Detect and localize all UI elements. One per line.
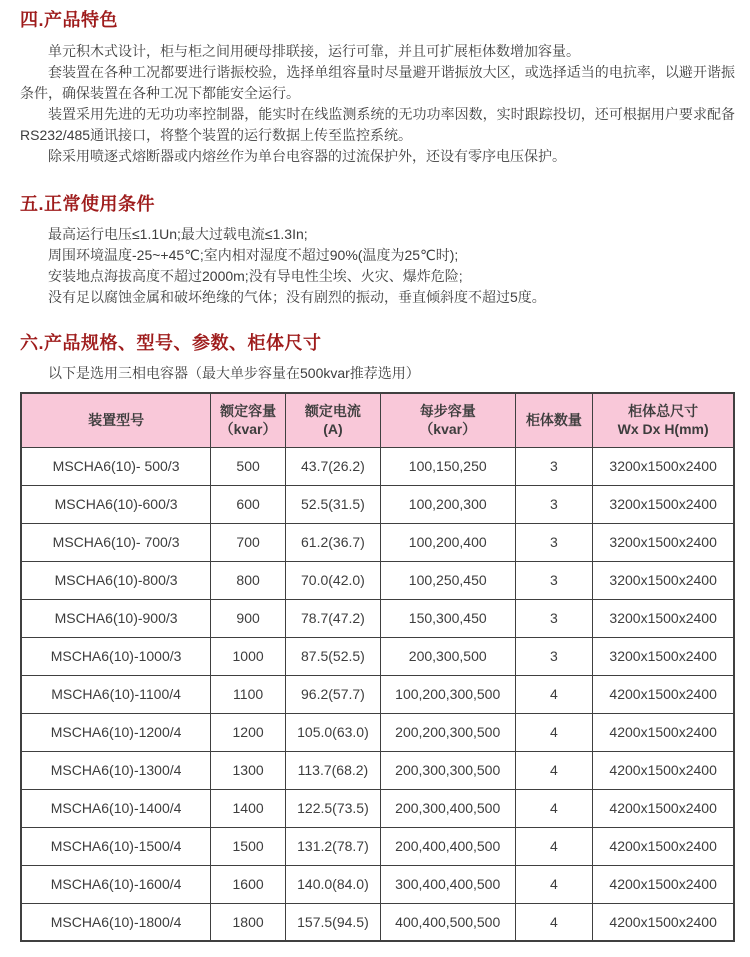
table-cell: 200,300,500 [380, 637, 515, 675]
table-cell: 900 [211, 599, 286, 637]
table-cell: 300,400,400,500 [380, 865, 515, 903]
table-cell: 4200x1500x2400 [593, 789, 734, 827]
features-paragraphs [20, 41, 735, 167]
table-cell: 3 [515, 561, 593, 599]
table-row [21, 637, 734, 675]
table-cell: MSCHA6(10)-900/3 [21, 599, 211, 637]
table-cell: 140.0(84.0) [286, 865, 381, 903]
table-cell: MSCHA6(10)-800/3 [21, 561, 211, 599]
table-cell: 1400 [211, 789, 286, 827]
table-row [21, 865, 734, 903]
table-cell: 52.5(31.5) [286, 485, 381, 523]
table-cell: 150,300,450 [380, 599, 515, 637]
table-cell: 4 [515, 675, 593, 713]
features-title: 四.产品特色 [20, 10, 119, 30]
spec-table [20, 392, 735, 942]
table-cell: 4 [515, 751, 593, 789]
table-cell: 100,200,400 [380, 523, 515, 561]
table-cell: MSCHA6(10)-1000/3 [21, 637, 211, 675]
table-cell: 105.0(63.0) [286, 713, 381, 751]
table-row [21, 599, 734, 637]
table-cell: MSCHA6(10)-1400/4 [21, 789, 211, 827]
table-cell: MSCHA6(10)- 500/3 [21, 447, 211, 485]
table-row [21, 447, 734, 485]
table-cell: 3 [515, 599, 593, 637]
table-cell: 3200x1500x2400 [593, 485, 734, 523]
table-cell: 43.7(26.2) [286, 447, 381, 485]
table-row [21, 827, 734, 865]
spec-table-head [21, 393, 734, 447]
table-row [21, 751, 734, 789]
table-cell: 157.5(94.5) [286, 903, 381, 941]
table-cell: 100,200,300 [380, 485, 515, 523]
spec-table-header-cell: 每步容量 （kvar） [380, 393, 515, 447]
table-cell: 200,200,300,500 [380, 713, 515, 751]
table-cell: 100,250,450 [380, 561, 515, 599]
table-row [21, 523, 734, 561]
table-cell: 3200x1500x2400 [593, 523, 734, 561]
table-row [21, 485, 734, 523]
condition-line: 安装地点海拔高度不超过2000m;没有导电性尘埃、火灾、爆炸危险; [48, 268, 463, 284]
table-row [21, 789, 734, 827]
table-cell: MSCHA6(10)-1300/4 [21, 751, 211, 789]
table-cell: 4 [515, 865, 593, 903]
table-cell: 4 [515, 789, 593, 827]
table-cell: 61.2(36.7) [286, 523, 381, 561]
table-cell: 4200x1500x2400 [593, 675, 734, 713]
table-cell: 1600 [211, 865, 286, 903]
table-cell: 100,200,300,500 [380, 675, 515, 713]
table-cell: 113.7(68.2) [286, 751, 381, 789]
condition-line: 周围环境温度-25~+45℃;室内相对湿度不超过90%(温度为25℃时); [48, 247, 459, 263]
table-cell: 70.0(42.0) [286, 561, 381, 599]
table-cell: 400,400,500,500 [380, 903, 515, 941]
table-row [21, 561, 734, 599]
section-features [20, 8, 735, 167]
table-cell: 800 [211, 561, 286, 599]
table-row [21, 713, 734, 751]
table-cell: MSCHA6(10)-1500/4 [21, 827, 211, 865]
table-cell: MSCHA6(10)-600/3 [21, 485, 211, 523]
table-cell: 4200x1500x2400 [593, 865, 734, 903]
table-cell: 4 [515, 713, 593, 751]
table-cell: 4 [515, 903, 593, 941]
condition-line: 最高运行电压≤1.1Un;最大过载电流≤1.3In; [48, 226, 308, 242]
table-cell: 3200x1500x2400 [593, 561, 734, 599]
table-cell: 4200x1500x2400 [593, 827, 734, 865]
table-row [21, 675, 734, 713]
table-cell: 100,150,250 [380, 447, 515, 485]
table-cell: 200,300,400,500 [380, 789, 515, 827]
section-specs [20, 331, 735, 942]
table-cell: 3200x1500x2400 [593, 447, 734, 485]
table-cell: 1200 [211, 713, 286, 751]
table-cell: 1800 [211, 903, 286, 941]
spec-table-header-cell: 柜体总尺寸 Wx Dx H(mm) [593, 393, 734, 447]
specs-title: 六.产品规格、型号、参数、柜体尺寸 [20, 333, 322, 353]
table-cell: 600 [211, 485, 286, 523]
spec-table-header-row [21, 393, 734, 447]
table-cell: 3200x1500x2400 [593, 637, 734, 675]
table-row [21, 903, 734, 941]
features-paragraph: 装置采用先进的无功功率控制器，能实时在线监测系统的无功功率因数，实时跟踪投切，还可根据用户要求配备RS232/485通讯接口，将整个装置的运行数据上传至监控系统。 [20, 106, 735, 143]
table-cell: 131.2(78.7) [286, 827, 381, 865]
spec-table-body [21, 447, 734, 941]
table-cell: 3 [515, 523, 593, 561]
condition-line: 没有足以腐蚀金属和破坏绝缘的气体；没有剧烈的振动，垂直倾斜度不超过5度。 [48, 289, 546, 305]
table-cell: 1000 [211, 637, 286, 675]
table-cell: 1500 [211, 827, 286, 865]
section-conditions [20, 192, 735, 308]
table-cell: 1300 [211, 751, 286, 789]
table-cell: 3 [515, 485, 593, 523]
table-cell: 4200x1500x2400 [593, 903, 734, 941]
table-cell: 96.2(57.7) [286, 675, 381, 713]
table-cell: 1100 [211, 675, 286, 713]
spec-table-header-cell: 装置型号 [21, 393, 211, 447]
table-cell: 78.7(47.2) [286, 599, 381, 637]
table-cell: 700 [211, 523, 286, 561]
features-paragraph: 除采用喷逐式熔断器或内熔丝作为单台电容器的过流保护外，还设有零序电压保护。 [48, 148, 566, 164]
spec-table-header-cell: 额定电流 (A) [286, 393, 381, 447]
table-cell: 3 [515, 447, 593, 485]
features-paragraph: 单元积木式设计，柜与柜之间用硬母排联接，运行可靠，并且可扩展柜体数增加容量。 [48, 43, 580, 59]
specs-note: 以下是选用三相电容器（最大单步容量在500kvar推荐选用） [48, 365, 420, 381]
conditions-title: 五.正常使用条件 [20, 194, 156, 214]
table-cell: 200,300,300,500 [380, 751, 515, 789]
table-cell: MSCHA6(10)-1100/4 [21, 675, 211, 713]
table-cell: MSCHA6(10)-1200/4 [21, 713, 211, 751]
table-cell: 3200x1500x2400 [593, 599, 734, 637]
table-cell: 500 [211, 447, 286, 485]
table-cell: 4200x1500x2400 [593, 713, 734, 751]
table-cell: 4200x1500x2400 [593, 751, 734, 789]
table-cell: MSCHA6(10)-1800/4 [21, 903, 211, 941]
table-cell: 200,400,400,500 [380, 827, 515, 865]
table-cell: MSCHA6(10)- 700/3 [21, 523, 211, 561]
table-cell: 87.5(52.5) [286, 637, 381, 675]
table-cell: 122.5(73.5) [286, 789, 381, 827]
spec-table-header-cell: 额定容量 （kvar） [211, 393, 286, 447]
features-paragraph: 套装置在各种工况都要进行谐振校验，选择单组容量时尽量避开谐振放大区，或选择适当的电抗率，以避开谐振条件，确保装置在各种工况下都能安全运行。 [20, 64, 735, 101]
table-cell: 3 [515, 637, 593, 675]
spec-table-header-cell: 柜体数量 [515, 393, 593, 447]
table-cell: 4 [515, 827, 593, 865]
table-cell: MSCHA6(10)-1600/4 [21, 865, 211, 903]
conditions-lines [20, 224, 735, 308]
